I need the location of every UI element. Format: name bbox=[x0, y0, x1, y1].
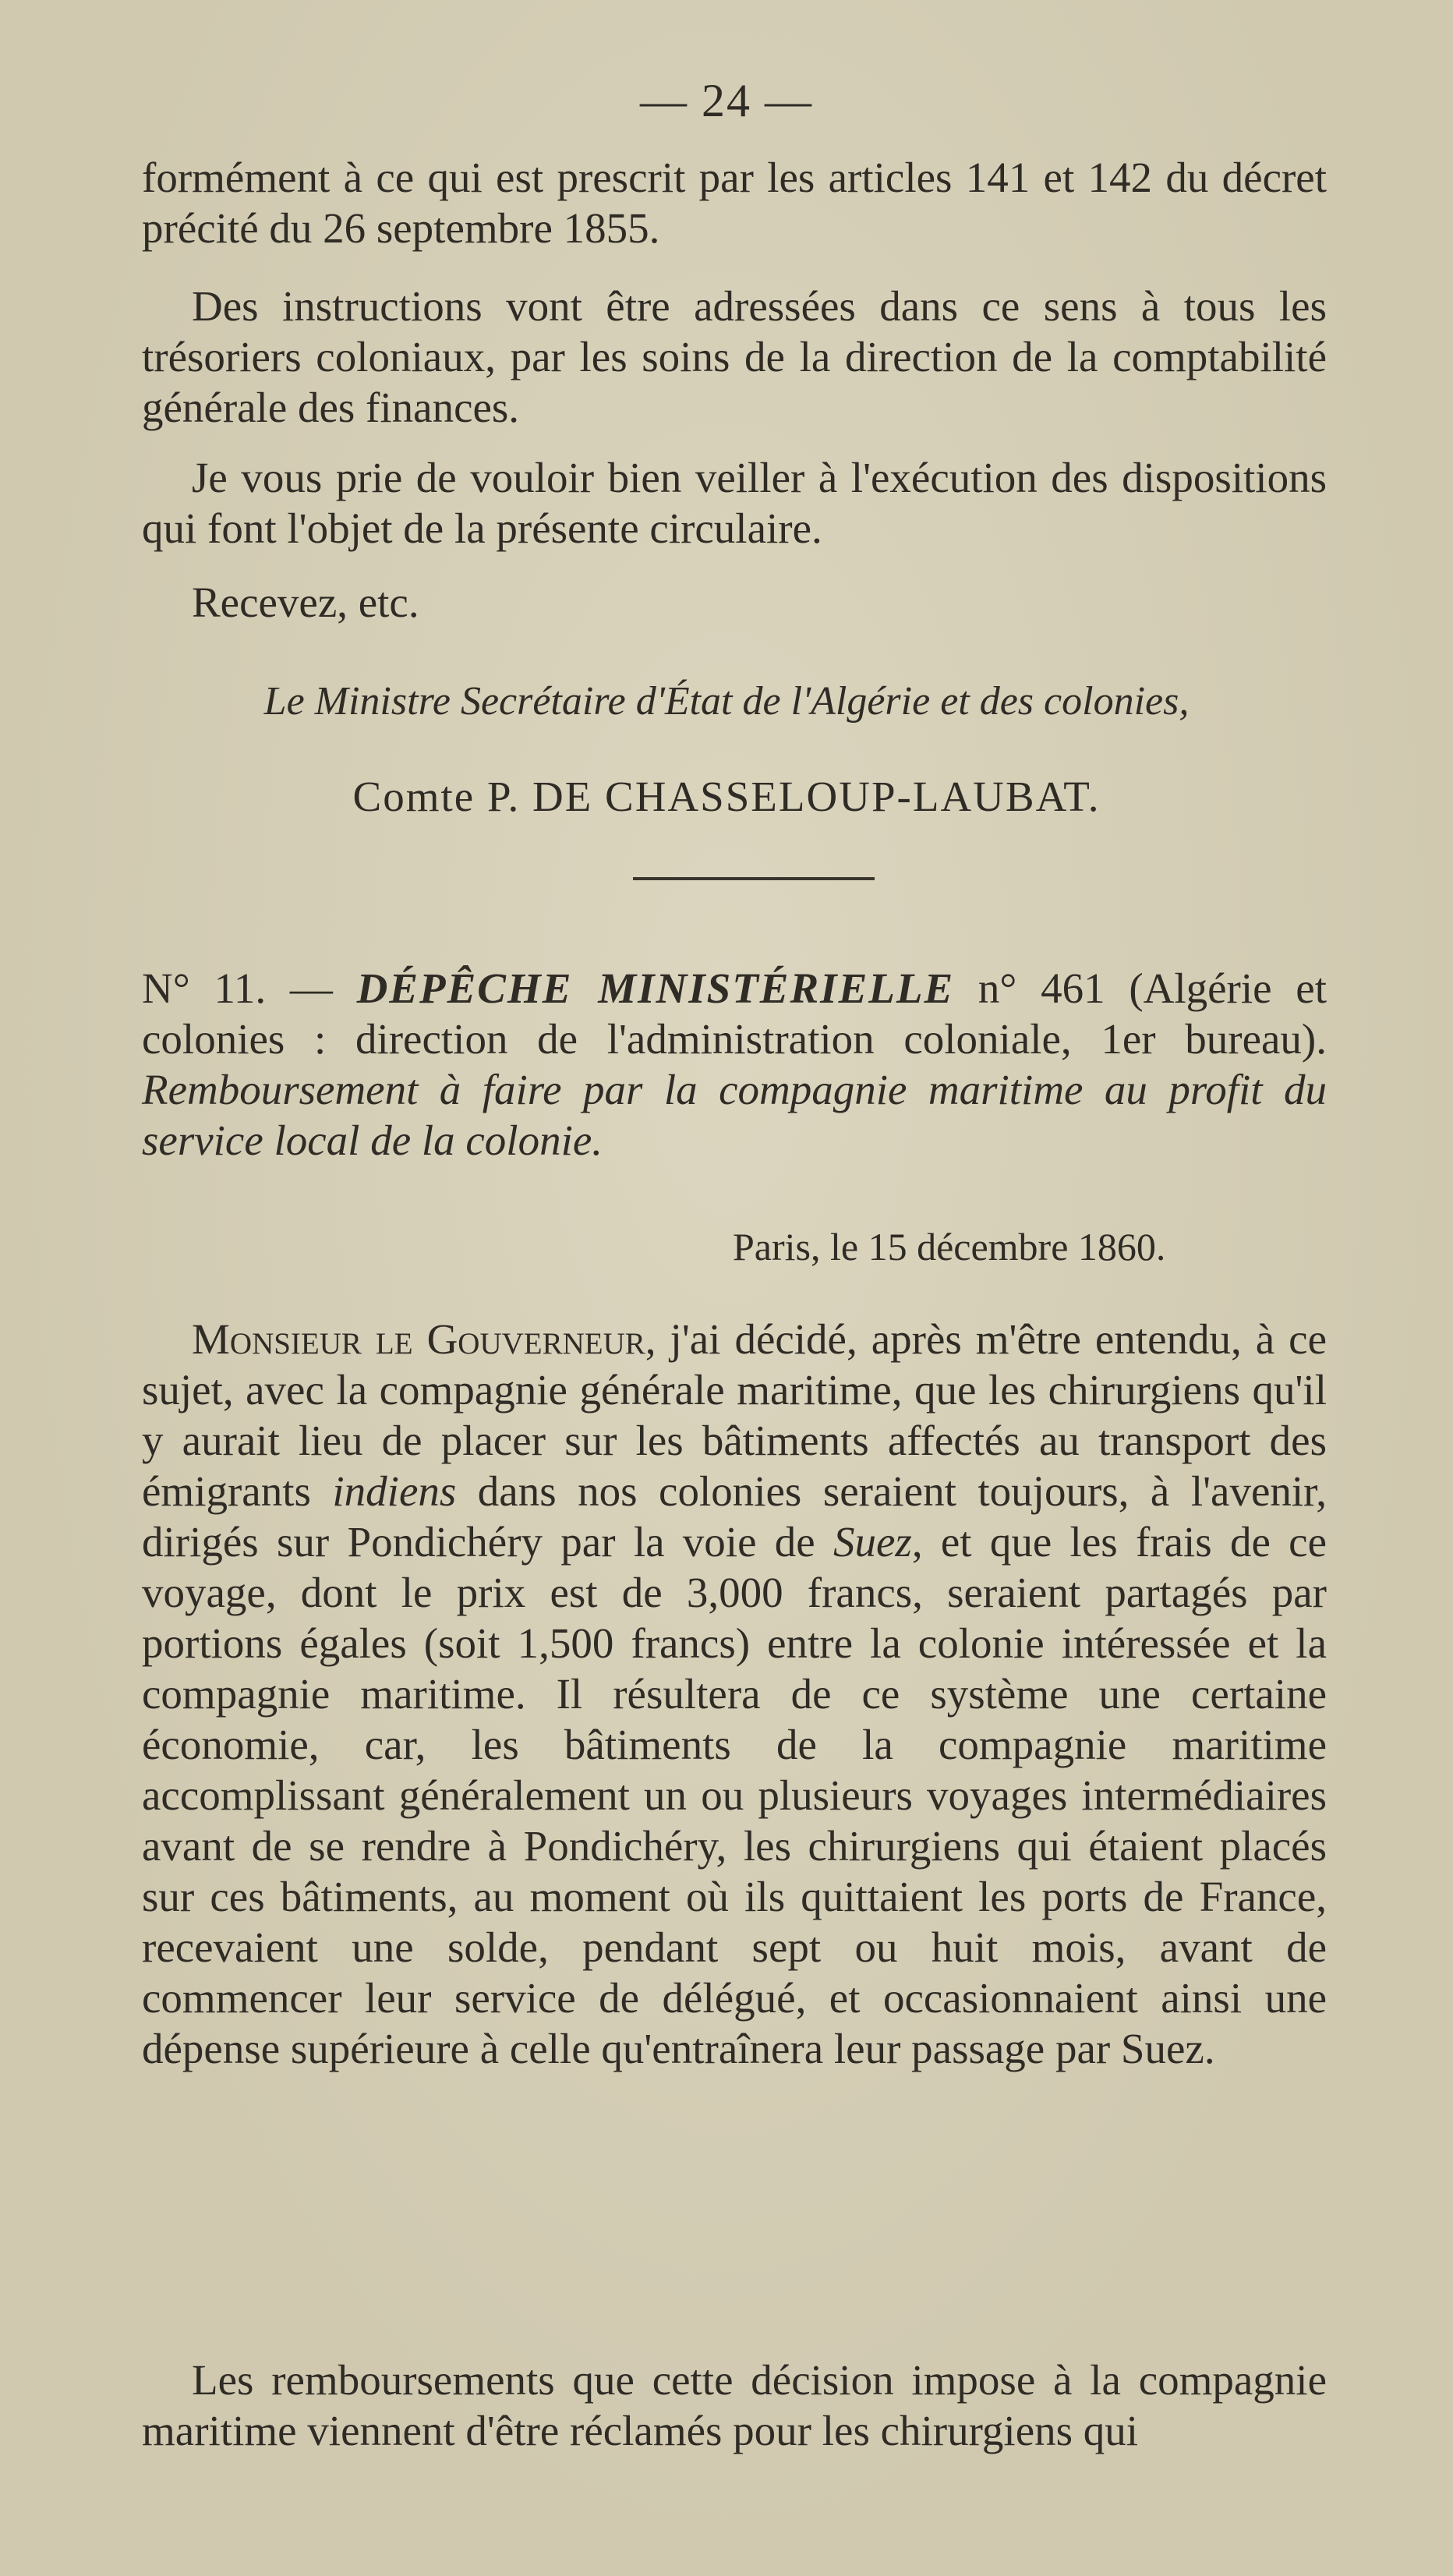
paragraph-1: formément à ce qui est prescrit par les articles 141 et 142 du décret précité du 26 septembre 1855. bbox=[142, 154, 1327, 252]
final-paragraph bbox=[142, 2355, 1327, 2456]
paragraph-request bbox=[142, 452, 1327, 554]
body-paragraph-last: Les remboursements que cette décision impose à la compagnie maritime viennent d'être réclamés pour les chirurgiens qui bbox=[142, 2356, 1327, 2454]
signature-title: Le Ministre Secrétaire d'État de l'Algérie et des colonies, bbox=[263, 679, 1190, 724]
dispatch-heading bbox=[142, 963, 1327, 1166]
body-paragraph-main bbox=[142, 1314, 1327, 2074]
dispatch-number: N° 11. — bbox=[142, 964, 357, 1012]
section-divider bbox=[633, 877, 875, 880]
dispatch-reference: n° 461 (Algérie et colonies : direction de l'administration coloniale, 1er bureau). bbox=[142, 964, 1327, 1063]
paragraph-4: Recevez, etc. bbox=[192, 579, 419, 626]
salutation: Monsieur le Gouverneur, bbox=[192, 1315, 656, 1363]
dispatch-subject: Remboursement à faire par la compagnie maritime au profit du service local de la colonie. bbox=[142, 1066, 1327, 1164]
body-text-c: , et que les frais de ce voyage, dont le prix est de 3,000 francs, seraient partagés par portions égales (soit 1,500 francs) entre la colonie intéressée et la compagnie maritime. Il résultera de ce système une certaine économie, car, les bâtiments de la compagnie maritime accomplissant généralement un ou plusieurs voyages intermédiaires avant de se rendre à Pondichéry, les chirurgiens qui étaient placés sur ces bâtiments, au moment où ils quittaient les ports de France, recevaient une solde, pendant sept ou huit mois, avant de commencer leur service de délégué, et occasionnaient ainsi une dépense supérieure à celle qu'entraînera leur passage par Suez. bbox=[142, 1518, 1327, 2072]
paragraph-continuation bbox=[142, 152, 1327, 253]
paragraph-closing bbox=[142, 577, 1327, 628]
emphasis-indiens: indiens bbox=[332, 1467, 457, 1515]
emphasis-suez: Suez bbox=[833, 1518, 912, 1566]
paragraph-2: Des instructions vont être adressées dans ce sens à tous les trésoriers coloniaux, par les soins de la direction de la comptabilité générale des finances. bbox=[142, 282, 1327, 431]
page-number: — 24 — bbox=[640, 75, 813, 126]
body-text-b: dans nos colonies seraient toujours, à l'avenir, dirigés sur Pondichéry par la voie de bbox=[142, 1467, 1327, 1566]
dispatch-title: DÉPÊCHE MINISTÉRIELLE bbox=[356, 964, 955, 1012]
paragraph-3: Je vous prie de vouloir bien veiller à l'exécution des dispositions qui font l'objet de la présente circulaire. bbox=[142, 454, 1327, 552]
body-text-a: j'ai décidé, après m'être entendu, à ce sujet, avec la compagnie générale maritime, que les chirurgiens qu'il y aurait lieu de placer sur les bâtiments affectés au transport des émigrants bbox=[142, 1315, 1327, 1515]
paragraph-instructions bbox=[142, 281, 1327, 433]
letter-body bbox=[142, 1314, 1327, 2074]
signature-name: Comte P. DE CHASSELOUP-LAUBAT. bbox=[352, 773, 1101, 820]
dateline: Paris, le 15 décembre 1860. bbox=[733, 1225, 1166, 1269]
